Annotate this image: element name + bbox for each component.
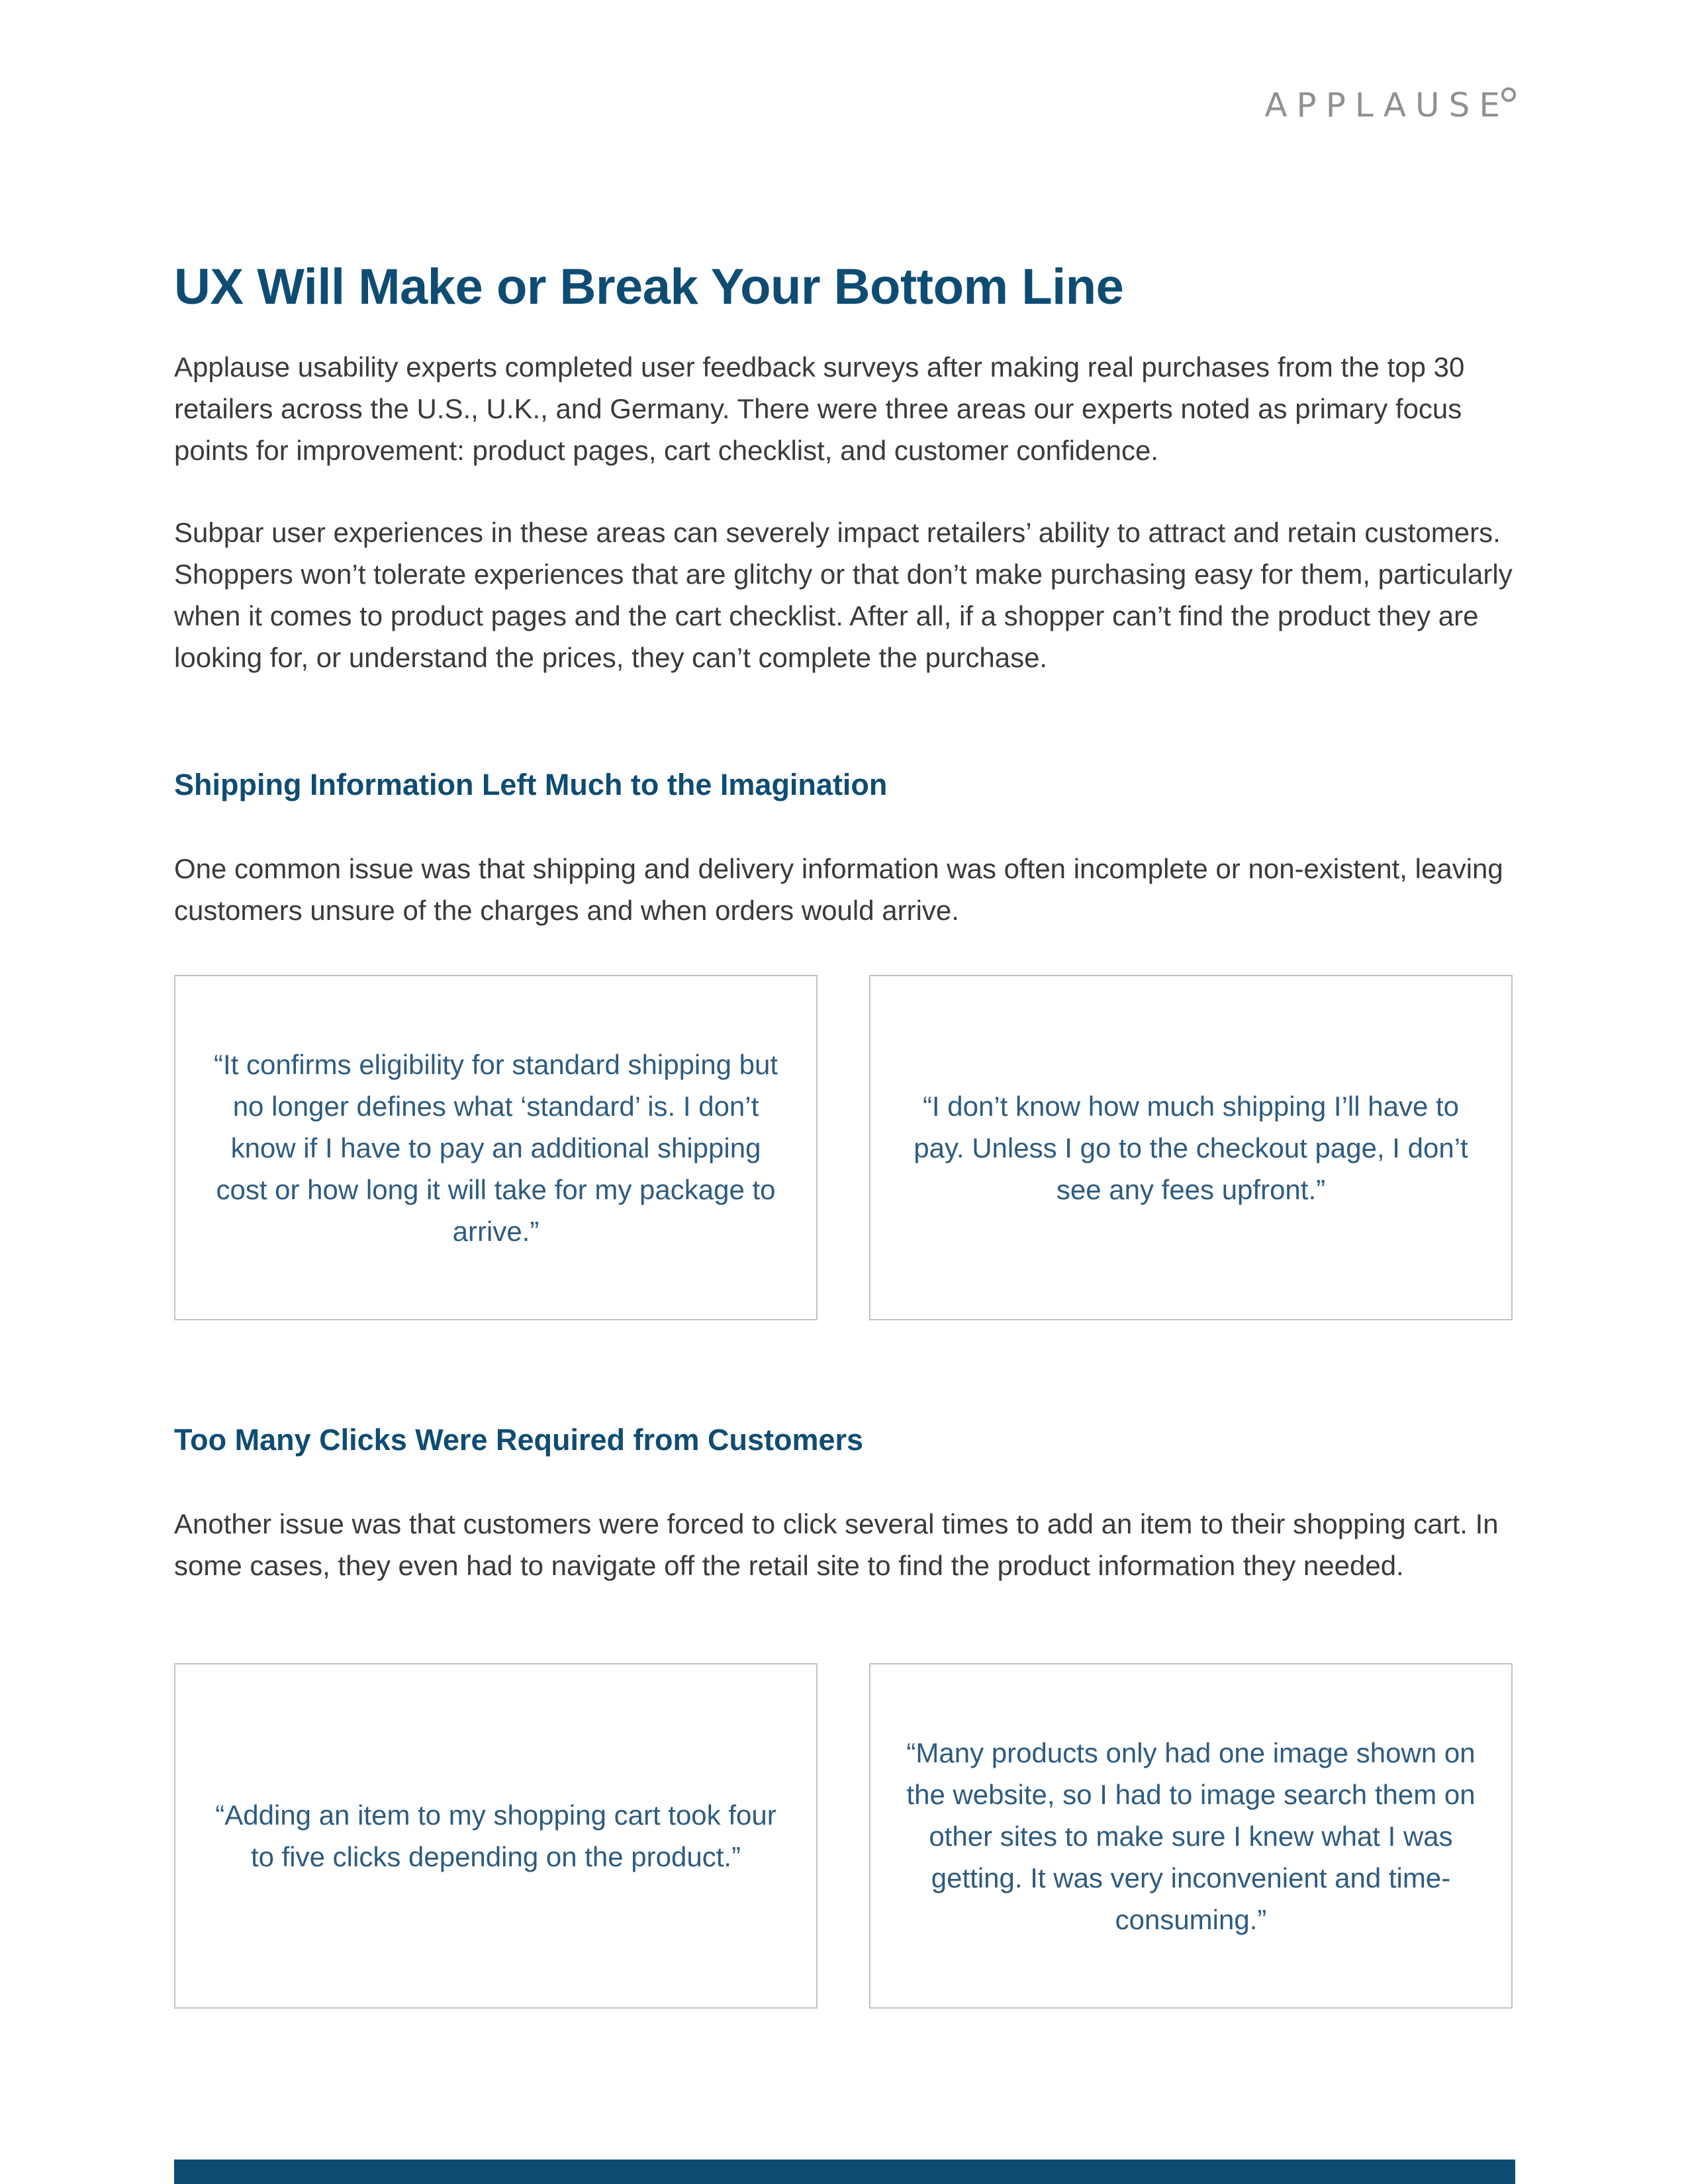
page-title: UX Will Make or Break Your Bottom Line bbox=[174, 259, 1124, 315]
quote-text: “I don’t know how much shipping I’ll have to pay. Unless I go to the checkout page, I don’t see any fees upfront.” bbox=[914, 1090, 1468, 1205]
applause-logo: APPLAUSE bbox=[1264, 86, 1509, 124]
quote-box bbox=[174, 975, 818, 1320]
quote-box bbox=[174, 1663, 818, 2009]
section-heading-shipping: Shipping Information Left Much to the Imagination bbox=[174, 768, 888, 801]
section-body-shipping: One common issue was that shipping and delivery information was often incomplete or non-existent, leaving customers unsure of the charges and when orders would arrive. bbox=[174, 853, 1503, 926]
section-heading-clicks: Too Many Clicks Were Required from Customers bbox=[174, 1423, 864, 1457]
logo-ring-icon bbox=[1501, 87, 1516, 102]
quote-box bbox=[869, 1663, 1513, 2009]
quote-text: “Adding an item to my shopping cart took four to five clicks depending on the product.” bbox=[215, 1799, 776, 1872]
footer-bar bbox=[174, 2160, 1515, 2184]
intro-paragraph-2: Subpar user experiences in these areas can severely impact retailers’ ability to attract and retain customers. Shoppers won’t tolerate experiences that are glitchy or that don’t make purchasing easy for them, particularly when it comes to product pages and the cart checklist. After all, if a shopper can’t find the product they are looking for, or understand the prices, they can’t complete the purchase. bbox=[174, 517, 1513, 673]
quote-box bbox=[869, 975, 1513, 1320]
section-body-clicks: Another issue was that customers were forced to click several times to add an item to their shopping cart. In some cases, they even had to navigate off the retail site to find the product information they needed. bbox=[174, 1508, 1499, 1581]
quote-text: “Many products only had one image shown on the website, so I had to image search them on other sites to make sure I knew what I was getting. It was very inconvenient and time-consuming.” bbox=[906, 1737, 1476, 1935]
quote-text: “It confirms eligibility for standard shipping but no longer defines what ‘standard’ is. I don’t know if I have to pay an additional shipping cost or how long it will take for my package to arrive.” bbox=[213, 1048, 778, 1247]
intro-paragraph-1: Applause usability experts completed user feedback surveys after making real purchases from the top 30 retailers across the U.S., U.K., and Germany. There were three areas our experts noted as primary focus points for improvement: product pages, cart checklist, and customer confidence. bbox=[174, 351, 1465, 466]
